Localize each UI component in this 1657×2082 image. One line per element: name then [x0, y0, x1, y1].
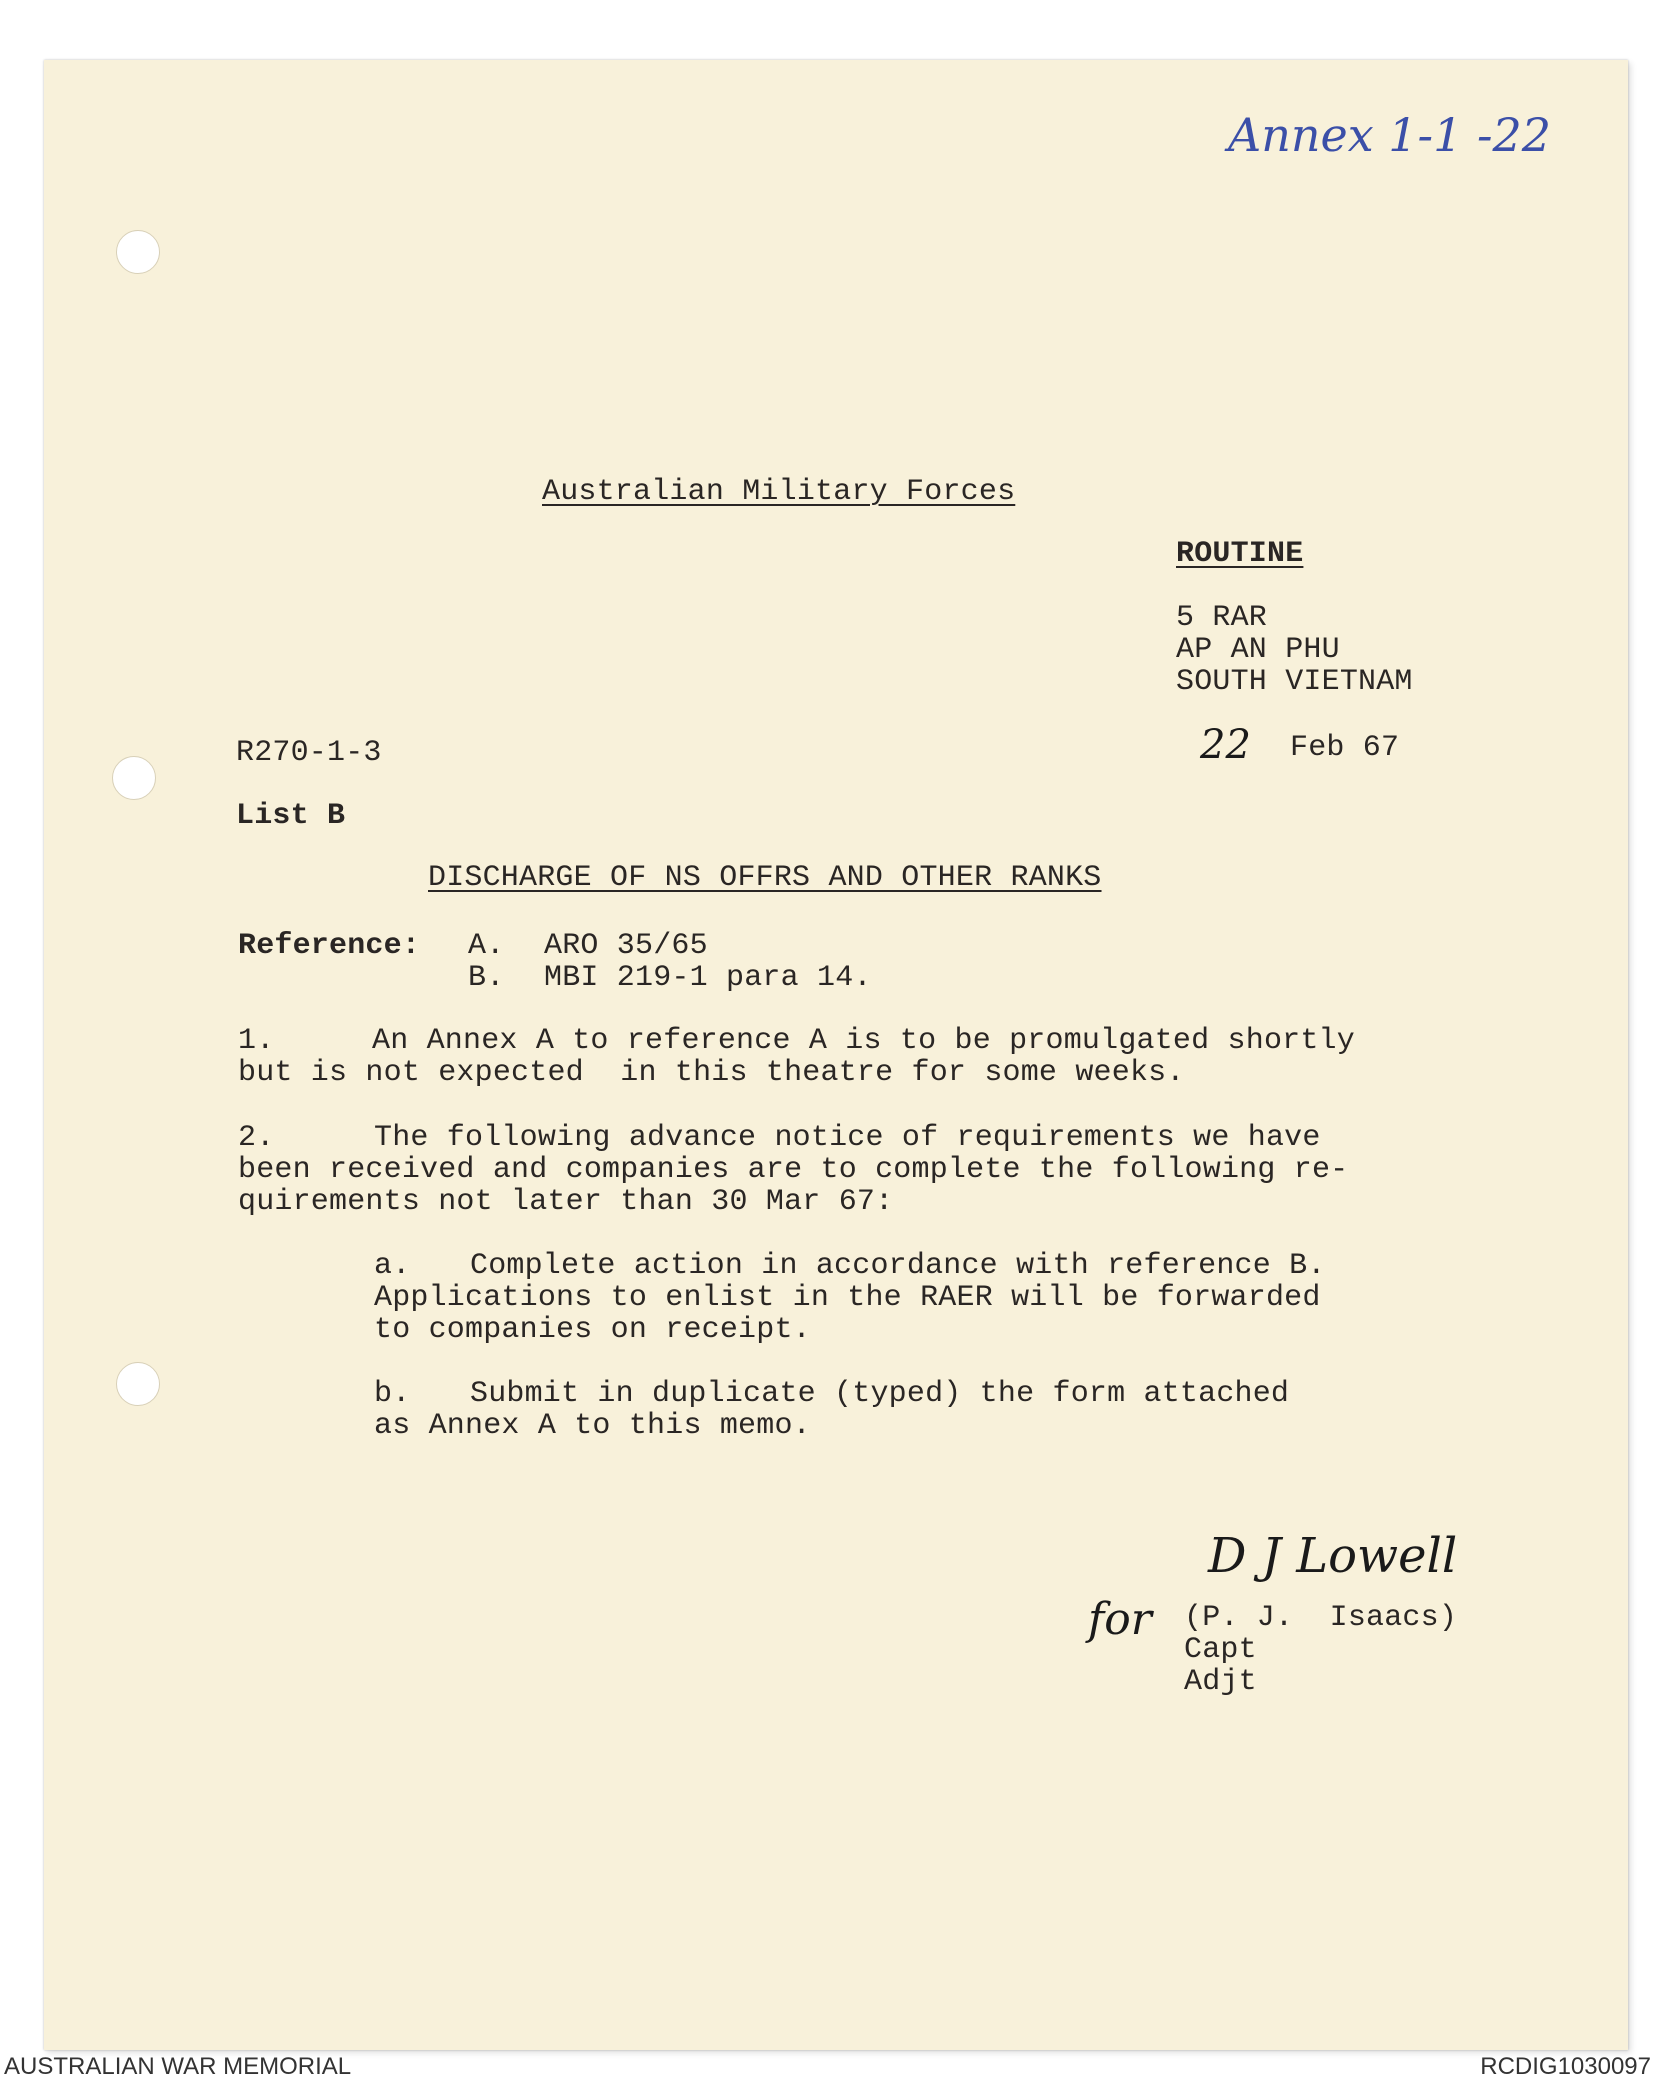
reference-a-letter: A.: [468, 929, 505, 963]
footer-item-id: RCDIG1030097: [1480, 2053, 1651, 2080]
priority-marking: ROUTINE: [1176, 537, 1304, 571]
unit-name: 5 RAR: [1176, 601, 1268, 635]
sub-a-line-2: Applications to enlist in the RAER will be forwarded: [374, 1281, 1321, 1315]
punch-hole-bottom: [116, 1362, 160, 1406]
page-title: Australian Military Forces: [542, 475, 1016, 509]
reference-label: Reference:: [238, 929, 421, 963]
sub-b-line-2: as Annex A to this memo.: [374, 1409, 811, 1443]
para-2-number: 2.: [238, 1121, 275, 1155]
handwritten-date-day: 22: [1200, 722, 1251, 768]
sub-b-letter: b.: [374, 1377, 411, 1411]
para-1-line-2: but is not expected in this theatre for some weeks.: [238, 1056, 1185, 1090]
para-1-line-1: An Annex A to reference A is to be promulgated shortly: [372, 1024, 1355, 1058]
handwritten-annex-annotation: Annex 1-1 -22: [1228, 108, 1552, 162]
handwritten-signature: D J Lowell: [1208, 1528, 1458, 1584]
footer-archive-name: AUSTRALIAN WAR MEMORIAL: [4, 2053, 352, 2080]
distribution-list: List B: [236, 799, 346, 833]
location-line-1: AP AN PHU: [1176, 633, 1340, 667]
sub-a-line-1: Complete action in accordance with reference B.: [470, 1249, 1326, 1283]
sub-a-letter: a.: [374, 1249, 411, 1283]
reference-a-text: ARO 35/65: [544, 929, 708, 963]
para-2-line-2: been received and companies are to complete the following re-: [238, 1153, 1349, 1187]
para-2-line-3: quirements not later than 30 Mar 67:: [238, 1185, 894, 1219]
punch-hole-top: [116, 230, 160, 274]
punch-hole-middle: [112, 756, 156, 800]
para-1-number: 1.: [238, 1024, 275, 1058]
file-reference: R270-1-3: [236, 736, 382, 770]
signatory-name: (P. J. Isaacs): [1184, 1601, 1458, 1635]
signatory-appointment: Adjt: [1184, 1665, 1257, 1699]
sub-a-line-3: to companies on receipt.: [374, 1313, 811, 1347]
signatory-rank: Capt: [1184, 1633, 1257, 1667]
sub-b-line-1: Submit in duplicate (typed) the form attached: [470, 1377, 1290, 1411]
subject-heading: DISCHARGE OF NS OFFRS AND OTHER RANKS: [428, 861, 1102, 895]
reference-b-text: MBI 219-1 para 14.: [544, 961, 872, 995]
date-month-year: Feb 67: [1290, 731, 1400, 765]
reference-b-letter: B.: [468, 961, 505, 995]
para-2-line-1: The following advance notice of requirements we have: [374, 1121, 1321, 1155]
location-line-2: SOUTH VIETNAM: [1176, 665, 1413, 699]
handwritten-for-mark: for: [1088, 1594, 1152, 1645]
